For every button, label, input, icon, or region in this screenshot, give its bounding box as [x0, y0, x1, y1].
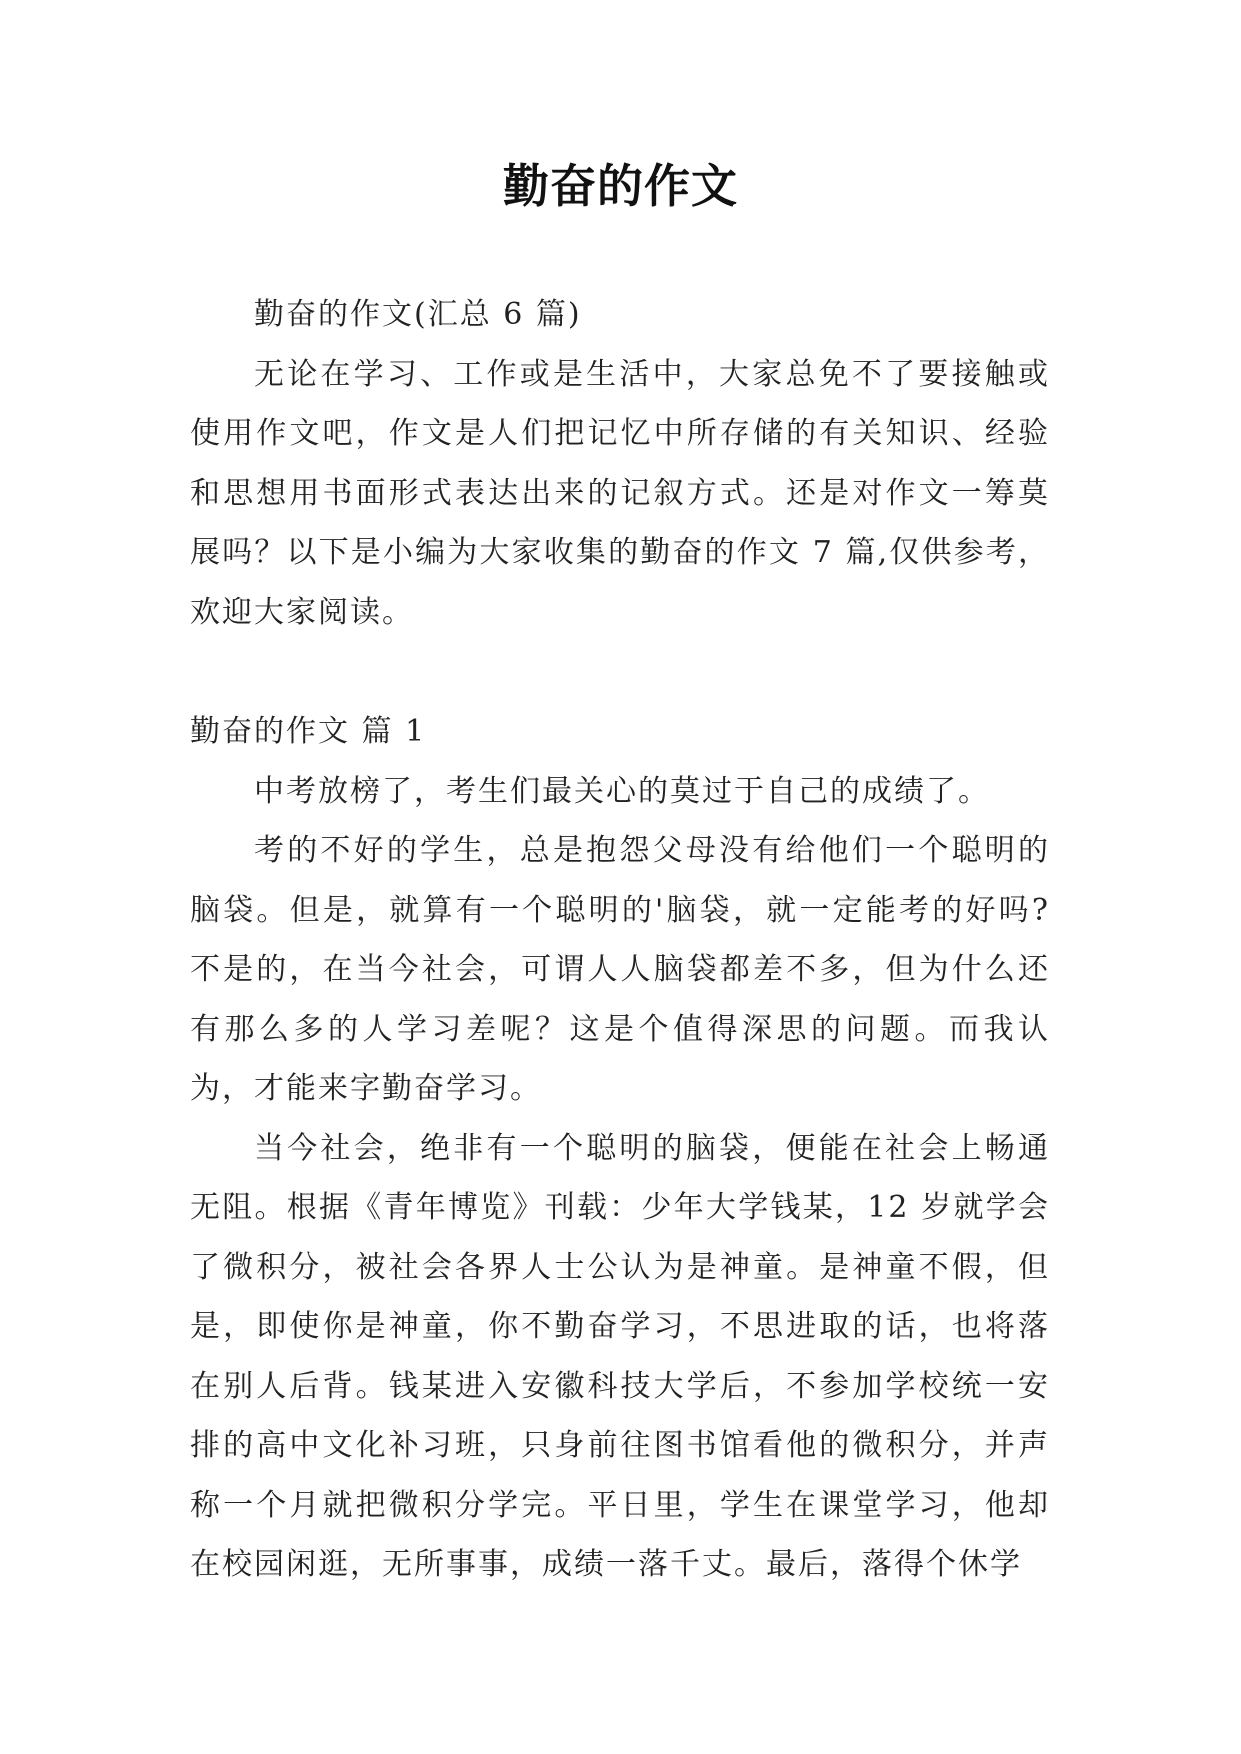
document-title: 勤奋的作文 — [503, 159, 738, 213]
intro-heading-paragraph: 勤奋的作文(汇总 6 篇) — [254, 297, 582, 332]
section-paragraph: 当今社会，绝非有一个聪明的脑袋，便能在社会上畅通无阻。根据《青年博览》刊载：少年大学钱某，12 岁就学会了微积分，被社会各界人士公认为是神童。是神童不假，但是，即使你是神童，你不勤奋学习，不思进取的话，也将落在别人后背。钱某进入安徽科技大学后，不参加学校统一安排的高中文化补习班，只身前往图书馆看他的微积分，并声称一个月就把微积分学完。平日里，学生在课堂学习，他却在校园闲逛，无所事事，成绩一落千丈。最后，落得个休学 — [190, 1130, 1050, 1582]
section-heading: 勤奋的作文 篇 1 — [190, 714, 427, 749]
intro-paragraph: 无论在学习、工作或是生活中，大家总免不了要接触或使用作文吧，作文是人们把记忆中所存储的有关知识、经验和思想用书面形式表达出来的记叙方式。还是对作文一筹莫展吗？以下是小编为大家收集的勤奋的作文 7 篇,仅供参考，欢迎大家阅读。 — [190, 356, 1050, 630]
document-body — [190, 285, 1050, 1595]
section-paragraph: 中考放榜了，考生们最关心的莫过于自己的成绩了。 — [254, 773, 990, 809]
section-paragraph: 考的不好的学生，总是抱怨父母没有给他们一个聪明的脑袋。但是，就算有一个聪明的'脑袋，就一定能考的好吗?不是的，在当今社会，可谓人人脑袋都差不多，但为什么还有那么多的人学习差呢？这是个值得深思的问题。而我认为，才能来字勤奋学习。 — [190, 833, 1050, 1106]
